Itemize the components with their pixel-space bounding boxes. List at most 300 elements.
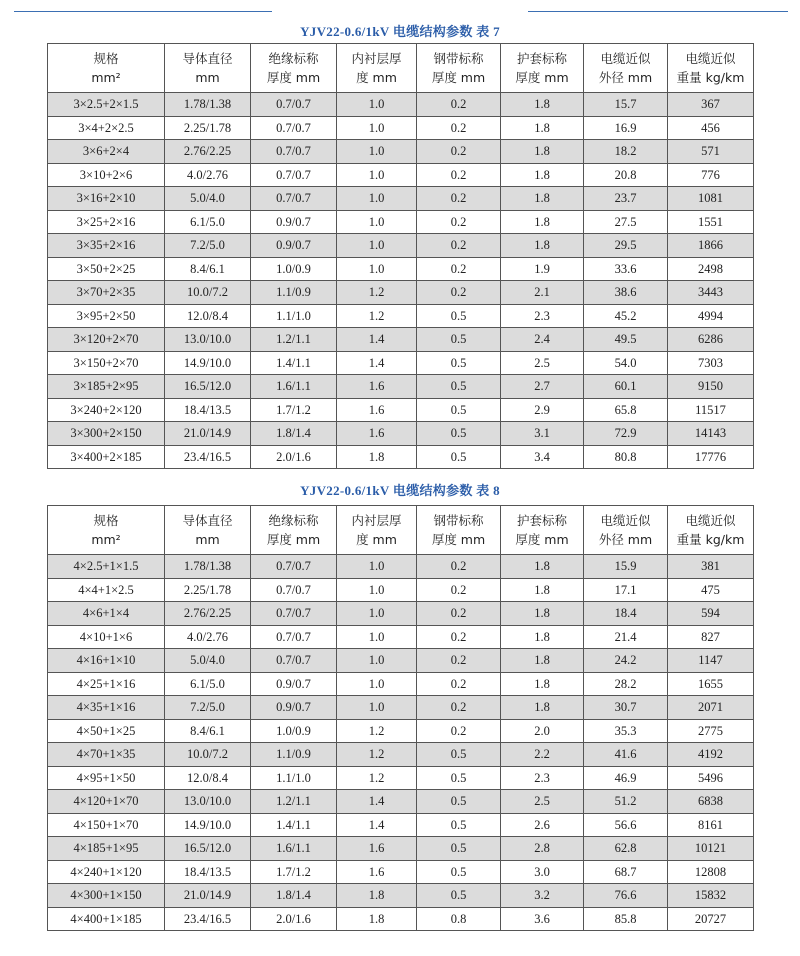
cell-weight: 5496	[668, 766, 754, 790]
cell-conductor-diameter: 10.0/7.2	[165, 743, 251, 767]
cell-insulation-thickness: 0.7/0.7	[251, 116, 337, 140]
cell-conductor-diameter: 21.0/14.9	[165, 422, 251, 446]
cell-spec: 3×150+2×70	[48, 351, 165, 375]
cell-insulation-thickness: 0.9/0.7	[251, 672, 337, 696]
header-line: 外径 mm	[598, 532, 653, 547]
cell-outer-diameter: 72.9	[584, 422, 668, 446]
cell-conductor-diameter: 23.4/16.5	[165, 907, 251, 931]
cell-outer-diameter: 68.7	[584, 860, 668, 884]
cell-spec: 3×35+2×16	[48, 234, 165, 258]
cell-outer-diameter: 16.9	[584, 116, 668, 140]
cell-outer-sheath-thickness: 1.9	[501, 257, 584, 281]
cell-outer-diameter: 45.2	[584, 304, 668, 328]
cell-outer-diameter: 85.8	[584, 907, 668, 931]
cell-inner-sheath-thickness: 1.0	[337, 257, 417, 281]
cell-insulation-thickness: 1.8/1.4	[251, 884, 337, 908]
cell-inner-sheath-thickness: 1.8	[337, 907, 417, 931]
header-line: 内衬层厚	[351, 51, 402, 66]
cell-conductor-diameter: 1.78/1.38	[165, 555, 251, 579]
cell-outer-diameter: 30.7	[584, 696, 668, 720]
table-row	[48, 884, 754, 908]
table-7-title: YJV22-0.6/1kV 电缆结构参数 表 7	[300, 24, 500, 39]
cell-conductor-diameter: 16.5/12.0	[165, 375, 251, 399]
cell-steel-tape-thickness: 0.5	[417, 790, 501, 814]
header-line: 绝缘标称	[268, 513, 319, 528]
header-line: 度 mm	[356, 532, 397, 547]
cell-outer-diameter: 33.6	[584, 257, 668, 281]
cell-outer-sheath-thickness: 2.6	[501, 813, 584, 837]
header-line: 护套标称	[516, 51, 567, 66]
cell-insulation-thickness: 0.9/0.7	[251, 696, 337, 720]
top-rule-left	[14, 11, 272, 12]
cell-weight: 456	[668, 116, 754, 140]
cell-outer-sheath-thickness: 3.2	[501, 884, 584, 908]
cell-spec: 3×16+2×10	[48, 187, 165, 211]
cell-outer-diameter: 46.9	[584, 766, 668, 790]
cell-spec: 3×185+2×95	[48, 375, 165, 399]
cell-weight: 2498	[668, 257, 754, 281]
cell-conductor-diameter: 7.2/5.0	[165, 696, 251, 720]
table-row	[48, 93, 754, 117]
cell-outer-sheath-thickness: 2.5	[501, 790, 584, 814]
cell-conductor-diameter: 5.0/4.0	[165, 649, 251, 673]
table-row	[48, 257, 754, 281]
table-row	[48, 234, 754, 258]
cell-outer-sheath-thickness: 2.9	[501, 398, 584, 422]
cell-steel-tape-thickness: 0.8	[417, 907, 501, 931]
cell-insulation-thickness: 1.1/0.9	[251, 281, 337, 305]
cell-outer-sheath-thickness: 1.8	[501, 578, 584, 602]
cell-steel-tape-thickness: 0.2	[417, 602, 501, 626]
cell-steel-tape-thickness: 0.5	[417, 328, 501, 352]
cell-spec: 4×150+1×70	[48, 813, 165, 837]
table-row	[48, 766, 754, 790]
cable-spec-table-7	[47, 43, 754, 469]
table-row	[48, 422, 754, 446]
cell-steel-tape-thickness: 0.5	[417, 351, 501, 375]
cell-insulation-thickness: 0.7/0.7	[251, 93, 337, 117]
cell-outer-diameter: 27.5	[584, 210, 668, 234]
cell-steel-tape-thickness: 0.2	[417, 210, 501, 234]
cell-insulation-thickness: 2.0/1.6	[251, 907, 337, 931]
header-line: 钢带标称	[433, 513, 484, 528]
cell-steel-tape-thickness: 0.2	[417, 672, 501, 696]
cell-spec: 4×6+1×4	[48, 602, 165, 626]
header-spec	[48, 44, 165, 93]
cell-outer-sheath-thickness: 2.7	[501, 375, 584, 399]
cell-weight: 571	[668, 140, 754, 164]
top-rule-right	[528, 11, 788, 12]
cell-outer-diameter: 62.8	[584, 837, 668, 861]
cell-spec: 3×2.5+2×1.5	[48, 93, 165, 117]
cell-steel-tape-thickness: 0.5	[417, 445, 501, 469]
cell-spec: 3×120+2×70	[48, 328, 165, 352]
cell-conductor-diameter: 5.0/4.0	[165, 187, 251, 211]
cell-spec: 4×4+1×2.5	[48, 578, 165, 602]
header-line: 度 mm	[356, 70, 397, 85]
cell-outer-diameter: 80.8	[584, 445, 668, 469]
header-weight	[668, 506, 754, 555]
table-row	[48, 672, 754, 696]
table-row	[48, 555, 754, 579]
cell-insulation-thickness: 0.7/0.7	[251, 625, 337, 649]
cell-conductor-diameter: 10.0/7.2	[165, 281, 251, 305]
cell-insulation-thickness: 0.7/0.7	[251, 140, 337, 164]
header-line: 厚度 mm	[266, 70, 321, 85]
cell-steel-tape-thickness: 0.2	[417, 93, 501, 117]
header-line: mm²	[91, 532, 121, 547]
cell-steel-tape-thickness: 0.5	[417, 813, 501, 837]
cell-conductor-diameter: 16.5/12.0	[165, 837, 251, 861]
table-row	[48, 163, 754, 187]
cell-weight: 4994	[668, 304, 754, 328]
header-line: 钢带标称	[433, 51, 484, 66]
cell-inner-sheath-thickness: 1.0	[337, 625, 417, 649]
table-row	[48, 625, 754, 649]
cell-outer-diameter: 18.4	[584, 602, 668, 626]
cell-insulation-thickness: 1.1/0.9	[251, 743, 337, 767]
cell-outer-diameter: 29.5	[584, 234, 668, 258]
cell-spec: 4×120+1×70	[48, 790, 165, 814]
cell-spec: 4×16+1×10	[48, 649, 165, 673]
cell-outer-diameter: 49.5	[584, 328, 668, 352]
cell-outer-sheath-thickness: 1.8	[501, 210, 584, 234]
cell-weight: 11517	[668, 398, 754, 422]
cell-outer-sheath-thickness: 2.8	[501, 837, 584, 861]
cell-insulation-thickness: 2.0/1.6	[251, 445, 337, 469]
cell-outer-sheath-thickness: 1.8	[501, 625, 584, 649]
header-line: 重量 kg/km	[676, 70, 745, 85]
cell-outer-diameter: 76.6	[584, 884, 668, 908]
cell-spec: 4×300+1×150	[48, 884, 165, 908]
header-conductor-diameter	[165, 506, 251, 555]
cell-inner-sheath-thickness: 1.8	[337, 445, 417, 469]
cell-insulation-thickness: 0.7/0.7	[251, 187, 337, 211]
header-line: 厚度 mm	[515, 70, 569, 85]
cell-weight: 1147	[668, 649, 754, 673]
cell-insulation-thickness: 1.6/1.1	[251, 375, 337, 399]
cell-inner-sheath-thickness: 1.4	[337, 351, 417, 375]
cell-outer-diameter: 21.4	[584, 625, 668, 649]
cell-outer-sheath-thickness: 1.8	[501, 696, 584, 720]
cell-weight: 2071	[668, 696, 754, 720]
header-insulation-thickness	[251, 506, 337, 555]
cell-steel-tape-thickness: 0.5	[417, 766, 501, 790]
cell-spec: 3×4+2×2.5	[48, 116, 165, 140]
header-inner-sheath-thickness	[337, 506, 417, 555]
cell-spec: 3×400+2×185	[48, 445, 165, 469]
header-steel-tape-thickness	[417, 506, 501, 555]
cell-outer-diameter: 23.7	[584, 187, 668, 211]
cell-inner-sheath-thickness: 1.0	[337, 93, 417, 117]
cell-inner-sheath-thickness: 1.0	[337, 696, 417, 720]
table-row	[48, 116, 754, 140]
cell-insulation-thickness: 1.2/1.1	[251, 790, 337, 814]
cell-insulation-thickness: 1.4/1.1	[251, 813, 337, 837]
header-weight	[668, 44, 754, 93]
cell-weight: 475	[668, 578, 754, 602]
cell-conductor-diameter: 2.76/2.25	[165, 602, 251, 626]
header-insulation-thickness	[251, 44, 337, 93]
table-row	[48, 140, 754, 164]
cell-steel-tape-thickness: 0.5	[417, 860, 501, 884]
cable-spec-table-8	[47, 505, 754, 931]
cell-outer-sheath-thickness: 2.3	[501, 766, 584, 790]
cell-insulation-thickness: 1.6/1.1	[251, 837, 337, 861]
cell-weight: 17776	[668, 445, 754, 469]
table-row	[48, 719, 754, 743]
cell-spec: 3×240+2×120	[48, 398, 165, 422]
cell-spec: 4×2.5+1×1.5	[48, 555, 165, 579]
header-line: 护套标称	[516, 513, 567, 528]
cell-outer-sheath-thickness: 1.8	[501, 602, 584, 626]
cell-insulation-thickness: 1.7/1.2	[251, 860, 337, 884]
cell-spec: 3×300+2×150	[48, 422, 165, 446]
table-row	[48, 210, 754, 234]
cell-inner-sheath-thickness: 1.6	[337, 375, 417, 399]
header-outer-sheath-thickness	[501, 44, 584, 93]
cell-weight: 367	[668, 93, 754, 117]
cell-steel-tape-thickness: 0.2	[417, 719, 501, 743]
header-conductor-diameter	[165, 44, 251, 93]
cell-spec: 4×50+1×25	[48, 719, 165, 743]
cell-inner-sheath-thickness: 1.2	[337, 719, 417, 743]
cell-insulation-thickness: 0.7/0.7	[251, 602, 337, 626]
cell-insulation-thickness: 0.7/0.7	[251, 555, 337, 579]
header-line: 外径 mm	[598, 70, 653, 85]
cell-spec: 4×400+1×185	[48, 907, 165, 931]
cell-outer-diameter: 18.2	[584, 140, 668, 164]
cell-inner-sheath-thickness: 1.0	[337, 649, 417, 673]
cell-inner-sheath-thickness: 1.2	[337, 281, 417, 305]
cell-outer-diameter: 51.2	[584, 790, 668, 814]
cell-outer-diameter: 60.1	[584, 375, 668, 399]
cell-steel-tape-thickness: 0.2	[417, 578, 501, 602]
cell-steel-tape-thickness: 0.2	[417, 140, 501, 164]
cell-inner-sheath-thickness: 1.0	[337, 672, 417, 696]
header-line: 规格	[93, 513, 119, 528]
cell-weight: 3443	[668, 281, 754, 305]
cell-outer-diameter: 41.6	[584, 743, 668, 767]
cell-outer-sheath-thickness: 2.5	[501, 351, 584, 375]
cell-inner-sheath-thickness: 1.0	[337, 116, 417, 140]
table-row	[48, 696, 754, 720]
cell-conductor-diameter: 4.0/2.76	[165, 163, 251, 187]
header-line: 厚度 mm	[266, 532, 321, 547]
header-line: 重量 kg/km	[676, 532, 745, 547]
header-outer-sheath-thickness	[501, 506, 584, 555]
cell-conductor-diameter: 13.0/10.0	[165, 328, 251, 352]
header-row	[48, 506, 754, 555]
cell-conductor-diameter: 14.9/10.0	[165, 351, 251, 375]
header-line: 电缆近似	[685, 513, 736, 528]
cell-spec: 4×185+1×95	[48, 837, 165, 861]
cell-outer-sheath-thickness: 3.0	[501, 860, 584, 884]
header-inner-sheath-thickness	[337, 44, 417, 93]
table-row	[48, 649, 754, 673]
cell-insulation-thickness: 1.0/0.9	[251, 257, 337, 281]
cell-inner-sheath-thickness: 1.4	[337, 813, 417, 837]
cell-inner-sheath-thickness: 1.2	[337, 766, 417, 790]
cell-conductor-diameter: 12.0/8.4	[165, 304, 251, 328]
cell-conductor-diameter: 8.4/6.1	[165, 257, 251, 281]
cell-weight: 827	[668, 625, 754, 649]
header-outer-diameter	[584, 44, 668, 93]
table-row	[48, 398, 754, 422]
cell-inner-sheath-thickness: 1.0	[337, 187, 417, 211]
header-steel-tape-thickness	[417, 44, 501, 93]
cell-conductor-diameter: 6.1/5.0	[165, 672, 251, 696]
cell-steel-tape-thickness: 0.2	[417, 234, 501, 258]
cell-inner-sheath-thickness: 1.6	[337, 837, 417, 861]
cell-spec: 4×10+1×6	[48, 625, 165, 649]
header-line: 电缆近似	[600, 51, 651, 66]
cell-outer-sheath-thickness: 2.3	[501, 304, 584, 328]
cell-inner-sheath-thickness: 1.0	[337, 234, 417, 258]
cell-inner-sheath-thickness: 1.0	[337, 210, 417, 234]
cell-outer-sheath-thickness: 1.8	[501, 140, 584, 164]
cell-weight: 7303	[668, 351, 754, 375]
cell-outer-sheath-thickness: 2.4	[501, 328, 584, 352]
cell-conductor-diameter: 23.4/16.5	[165, 445, 251, 469]
cell-outer-diameter: 28.2	[584, 672, 668, 696]
cell-outer-sheath-thickness: 3.6	[501, 907, 584, 931]
cell-outer-sheath-thickness: 2.1	[501, 281, 584, 305]
cell-inner-sheath-thickness: 1.0	[337, 163, 417, 187]
cell-weight: 14143	[668, 422, 754, 446]
cell-spec: 3×50+2×25	[48, 257, 165, 281]
cell-steel-tape-thickness: 0.5	[417, 375, 501, 399]
header-line: 导体直径	[182, 513, 233, 528]
table-row	[48, 281, 754, 305]
cell-steel-tape-thickness: 0.5	[417, 304, 501, 328]
cell-spec: 3×25+2×16	[48, 210, 165, 234]
table-row	[48, 907, 754, 931]
header-line: 电缆近似	[600, 513, 651, 528]
cell-conductor-diameter: 6.1/5.0	[165, 210, 251, 234]
cell-weight: 6286	[668, 328, 754, 352]
cell-steel-tape-thickness: 0.2	[417, 696, 501, 720]
cell-steel-tape-thickness: 0.2	[417, 163, 501, 187]
cell-steel-tape-thickness: 0.5	[417, 884, 501, 908]
cell-weight: 12808	[668, 860, 754, 884]
cell-spec: 4×95+1×50	[48, 766, 165, 790]
cell-conductor-diameter: 18.4/13.5	[165, 860, 251, 884]
cell-outer-sheath-thickness: 1.8	[501, 163, 584, 187]
table-row	[48, 860, 754, 884]
cell-inner-sheath-thickness: 1.2	[337, 743, 417, 767]
cell-outer-diameter: 20.8	[584, 163, 668, 187]
cell-spec: 4×240+1×120	[48, 860, 165, 884]
cell-insulation-thickness: 1.7/1.2	[251, 398, 337, 422]
cell-steel-tape-thickness: 0.5	[417, 398, 501, 422]
table-row	[48, 602, 754, 626]
header-line: 规格	[93, 51, 119, 66]
cell-steel-tape-thickness: 0.5	[417, 743, 501, 767]
cell-outer-diameter: 38.6	[584, 281, 668, 305]
cell-weight: 20727	[668, 907, 754, 931]
cell-weight: 2775	[668, 719, 754, 743]
cell-outer-sheath-thickness: 2.0	[501, 719, 584, 743]
cell-weight: 1081	[668, 187, 754, 211]
header-line: 绝缘标称	[268, 51, 319, 66]
table-row	[48, 578, 754, 602]
cell-weight: 10121	[668, 837, 754, 861]
header-line: 电缆近似	[685, 51, 736, 66]
header-outer-diameter	[584, 506, 668, 555]
cell-conductor-diameter: 1.78/1.38	[165, 93, 251, 117]
cell-weight: 1655	[668, 672, 754, 696]
cell-weight: 381	[668, 555, 754, 579]
cell-spec: 3×10+2×6	[48, 163, 165, 187]
header-line: mm	[195, 70, 220, 85]
cell-inner-sheath-thickness: 1.2	[337, 304, 417, 328]
table-8-title: YJV22-0.6/1kV 电缆结构参数 表 8	[300, 483, 500, 498]
cell-steel-tape-thickness: 0.2	[417, 281, 501, 305]
cell-outer-sheath-thickness: 1.8	[501, 649, 584, 673]
cell-conductor-diameter: 4.0/2.76	[165, 625, 251, 649]
table-row	[48, 351, 754, 375]
header-line: 厚度 mm	[431, 70, 486, 85]
cell-steel-tape-thickness: 0.5	[417, 422, 501, 446]
cell-conductor-diameter: 7.2/5.0	[165, 234, 251, 258]
cell-steel-tape-thickness: 0.2	[417, 625, 501, 649]
cell-weight: 9150	[668, 375, 754, 399]
cell-outer-sheath-thickness: 3.4	[501, 445, 584, 469]
cell-inner-sheath-thickness: 1.0	[337, 140, 417, 164]
cell-outer-sheath-thickness: 1.8	[501, 234, 584, 258]
cell-spec: 4×25+1×16	[48, 672, 165, 696]
cell-inner-sheath-thickness: 1.6	[337, 860, 417, 884]
cell-outer-diameter: 15.9	[584, 555, 668, 579]
cell-outer-sheath-thickness: 1.8	[501, 555, 584, 579]
cell-weight: 15832	[668, 884, 754, 908]
cell-conductor-diameter: 13.0/10.0	[165, 790, 251, 814]
cell-insulation-thickness: 1.1/1.0	[251, 304, 337, 328]
cell-outer-sheath-thickness: 2.2	[501, 743, 584, 767]
cell-weight: 594	[668, 602, 754, 626]
table-row	[48, 790, 754, 814]
table-row	[48, 743, 754, 767]
cell-weight: 6838	[668, 790, 754, 814]
cell-steel-tape-thickness: 0.2	[417, 555, 501, 579]
cell-conductor-diameter: 18.4/13.5	[165, 398, 251, 422]
table-row	[48, 187, 754, 211]
cell-insulation-thickness: 0.9/0.7	[251, 234, 337, 258]
header-spec	[48, 506, 165, 555]
cell-conductor-diameter: 21.0/14.9	[165, 884, 251, 908]
cell-insulation-thickness: 0.7/0.7	[251, 163, 337, 187]
cell-outer-sheath-thickness: 1.8	[501, 93, 584, 117]
header-line: mm²	[91, 70, 121, 85]
cell-steel-tape-thickness: 0.2	[417, 116, 501, 140]
cell-conductor-diameter: 12.0/8.4	[165, 766, 251, 790]
cell-insulation-thickness: 1.2/1.1	[251, 328, 337, 352]
header-line: 内衬层厚	[351, 513, 402, 528]
table-row	[48, 445, 754, 469]
cell-outer-sheath-thickness: 1.8	[501, 187, 584, 211]
header-line: 厚度 mm	[431, 532, 486, 547]
cell-insulation-thickness: 1.0/0.9	[251, 719, 337, 743]
cell-outer-diameter: 56.6	[584, 813, 668, 837]
cell-steel-tape-thickness: 0.2	[417, 257, 501, 281]
cell-conductor-diameter: 2.25/1.78	[165, 116, 251, 140]
cell-conductor-diameter: 2.25/1.78	[165, 578, 251, 602]
cell-outer-diameter: 24.2	[584, 649, 668, 673]
cell-weight: 8161	[668, 813, 754, 837]
cell-insulation-thickness: 1.1/1.0	[251, 766, 337, 790]
header-line: 厚度 mm	[515, 532, 569, 547]
